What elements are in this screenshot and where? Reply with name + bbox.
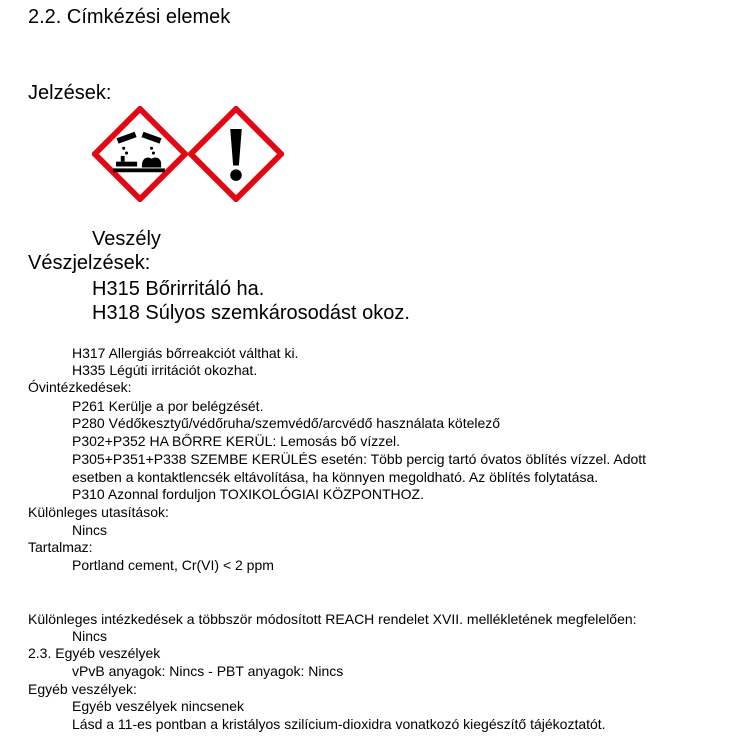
contains-value: Portland cement, Cr(VI) < 2 ppm — [72, 557, 274, 573]
precaution-statement: esetben a kontaktlencsék eltávolítása, ha könnyen megoldható. Az öblítés folytatása. — [72, 469, 599, 485]
other-hazards-line: Egyéb veszélyek nincsenek — [72, 698, 244, 714]
hazard-label: Vészjelzések: — [28, 252, 151, 274]
hazard-statement: H317 Allergiás bőrreakciót válthat ki. — [72, 345, 299, 361]
hazard-statement: H318 Súlyos szemkárosodást okoz. — [92, 302, 410, 324]
reach-label: Különleges intézkedések a többször módosított REACH rendelet XVII. mellékletének megfelelően: — [28, 611, 637, 627]
hazard-statement: H315 Bőrirritáló ha. — [92, 278, 265, 300]
contains-label: Tartalmaz: — [28, 539, 93, 555]
exclamation-mark-icon — [188, 106, 284, 202]
corrosion-icon — [92, 106, 188, 202]
signals-label: Jelzések: — [28, 82, 112, 104]
signal-word: Veszély — [92, 228, 161, 250]
vpvb-line: vPvB anyagok: Nincs - PBT anyagok: Nincs — [72, 663, 344, 679]
hazard-statement: H335 Légúti irritációt okozhat. — [72, 362, 258, 378]
reach-value: Nincs — [72, 628, 108, 644]
precaution-statement: P280 Védőkesztyű/védőruha/szemvédő/arcvédő használata kötelező — [72, 415, 501, 431]
other-hazards-line: Lásd a 11-es pontban a kristályos szilícium-dioxidra vonatkozó kiegészítő tájékoztatót. — [72, 716, 606, 732]
precaution-statement: P261 Kerülje a por belégzését. — [72, 398, 264, 414]
section-title: 2.2. Címkézési elemek — [28, 6, 231, 28]
precaution-label: Óvintézkedések: — [28, 379, 132, 395]
precaution-statement: P310 Azonnal forduljon TOXIKOLÓGIAI KÖZPONTHOZ. — [72, 486, 424, 502]
special-label: Különleges utasítások: — [28, 504, 169, 520]
special-value: Nincs — [72, 522, 108, 538]
precaution-statement: P302+P352 HA BŐRRE KERÜL: Lemosás bő vízzel. — [72, 433, 400, 449]
precaution-statement: P305+P351+P338 SZEMBE KERÜLÉS esetén: Több percig tartó óvatos öblítés vízzel. Adott — [72, 451, 647, 467]
section-heading: 2.3. Egyéb veszélyek — [28, 645, 161, 661]
other-hazards-label: Egyéb veszélyek: — [28, 681, 137, 697]
